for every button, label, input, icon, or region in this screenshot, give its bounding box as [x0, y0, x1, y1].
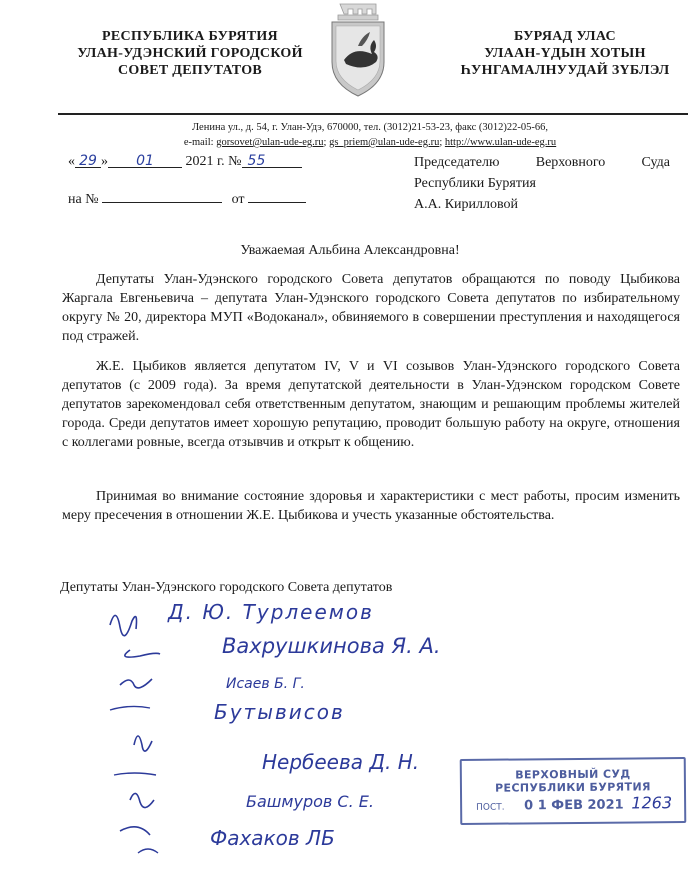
signature-name: Фахаков ЛБ: [210, 826, 335, 850]
org-line: ҺУНГАМАЛНУУДАЙ ЗҮБЛЭЛ: [460, 63, 670, 78]
website-link[interactable]: http://www.ulan-ude-eg.ru: [444, 137, 557, 148]
signature-name: Вахрушкиновa Я. А.: [222, 634, 441, 658]
ref-number-blank: [102, 188, 222, 203]
signature-name: Нербеева Д. Н.: [262, 750, 420, 774]
signature-name: Исаев Б. Г.: [226, 676, 305, 692]
ref-date-blank: [248, 188, 306, 203]
stamp-org-line: РЕСПУБЛИКИ БУРЯТИЯ: [494, 780, 651, 795]
signature-name: Д. Ю. Турлеемов: [168, 600, 374, 624]
stamp-registration-number: 1263: [631, 793, 673, 813]
org-line: СОВЕТ ДЕПУТАТОВ: [117, 63, 263, 78]
ref-label: на №: [68, 192, 99, 207]
outgoing-date-line: [68, 153, 302, 170]
paragraph: Ж.Е. Цыбиков является депутатом IV, V и VI созывов Улан-Удэнского городского Совета депутатов (с 2009 года). За время депутатской деятельности в Улан-Удэнском городском Совете депутатов зарекомендовал себя ответственным депутатом, знающим и решающим проблемы жителей города. Среди депутатов имеет хорошую репутацию, проводит большую работу на округе, отношения с коллегами ровные, всегда отзывчив и открыт к общению.: [62, 359, 680, 450]
ref-from-label: от: [231, 192, 245, 207]
separator: ;: [323, 137, 330, 148]
address-line: Ленина ул., д. 54, г. Улан-Удэ, 670000, тел. (3012)21-53-23, факс (3012)22-05-66,: [192, 122, 548, 133]
year-and-number-label: 2021 г. №: [185, 154, 242, 169]
signature-name: Бутывисов: [214, 700, 345, 724]
greeting: Уважаемая Альбина Александровна!: [240, 243, 460, 258]
email-line: [60, 135, 680, 150]
signatories-title: Депутаты Улан-Удэнского городского Совета депутатов: [60, 580, 393, 595]
handwritten-day: 29: [79, 153, 97, 169]
month-field: [108, 153, 182, 168]
org-line: УЛААН-ҮДЫН ХОТЫН: [484, 46, 646, 61]
court-receipt-stamp: [460, 757, 687, 825]
addressee-line: Республики Бурятия: [414, 176, 536, 191]
addressee-name: А.А. Кирилловой: [414, 197, 519, 212]
org-name-russian: [55, 28, 325, 79]
signature-name: Башмуров С. Е.: [246, 792, 374, 811]
handwritten-month: 01: [136, 153, 154, 169]
separator: ;: [439, 137, 445, 148]
org-line: БУРЯАД УЛАС: [514, 29, 616, 44]
contact-block: [60, 120, 680, 150]
email-link[interactable]: gs_priem@ulan-ude-eg.ru: [329, 137, 440, 148]
addressee-line: Председателю Верховного Суда: [414, 155, 670, 170]
addressee-block: [414, 152, 670, 215]
city-emblem-icon: [322, 0, 394, 100]
letterhead-divider: [58, 113, 688, 115]
stamp-org-line: ВЕРХОВНЫЙ СУД: [515, 767, 631, 782]
stamp-date: 0 1 ФЕВ 2021: [524, 797, 624, 814]
day-field: [75, 153, 101, 168]
reference-line: [68, 188, 306, 208]
handwritten-number: 55: [247, 153, 266, 169]
paragraph: Принимая во внимание состояние здоровья и характеристики с мест работы, просим изменить меру пресечения в отношении Ж.Е. Цыбикова и учесть указанные обстоятельства.: [62, 489, 680, 523]
stamp-post-label: ПОСТ.: [476, 802, 505, 813]
quote-mark: «: [68, 154, 75, 169]
paragraph: Депутаты Улан-Удэнского городского Совета депутатов обращаются по поводу Цыбикова Жаргала Евгеньевича – депутата Улан-Удэнского городского Совета депутатов по избирательному округу № 20, директора МУП «Водоканал», обвиняемого в совершении преступления и находящегося под стражей.: [62, 272, 680, 344]
email-label: e-mail:: [183, 137, 217, 148]
org-line: РЕСПУБЛИКА БУРЯТИЯ: [102, 29, 278, 44]
signature-scrawls: [90, 595, 180, 865]
quote-mark: »: [101, 154, 108, 169]
org-name-buryat: [430, 28, 700, 79]
org-line: УЛАН-УДЭНСКИЙ ГОРОДСКОЙ: [77, 46, 303, 61]
number-field: [242, 153, 302, 168]
email-link[interactable]: gorsovet@ulan-ude-eg.ru: [216, 137, 324, 148]
